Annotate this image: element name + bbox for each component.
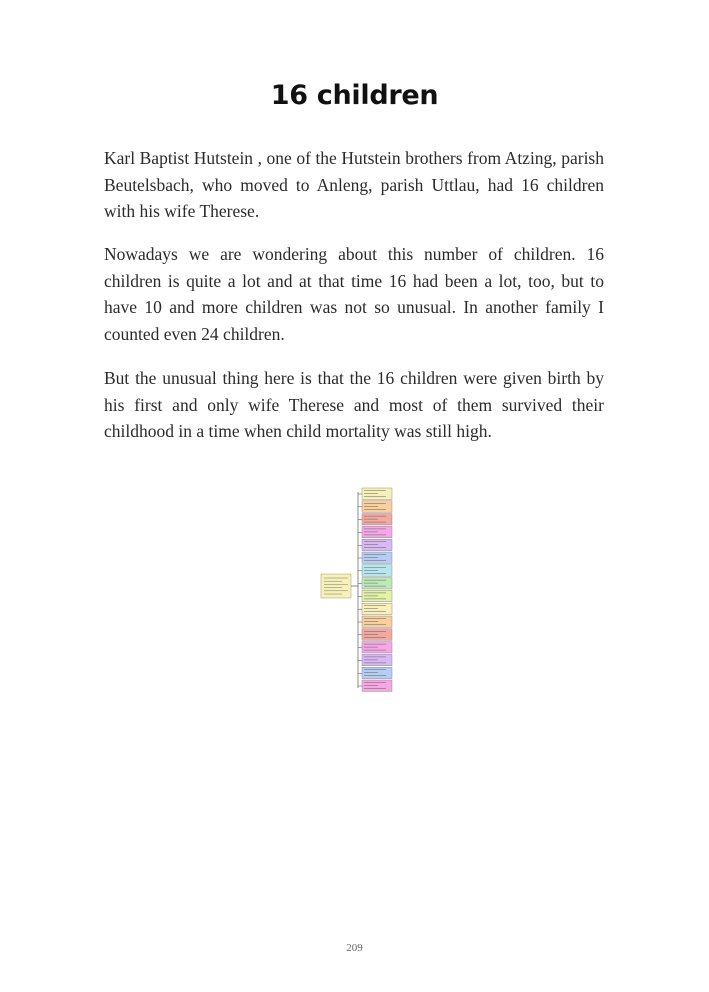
parent-box bbox=[321, 574, 351, 598]
page-title: 16 children bbox=[270, 80, 439, 111]
page-number: 209 bbox=[346, 942, 363, 954]
paragraph-2: Nowadays we are wondering about this number of children. 16 children is quite a lot and at that time 16 had been a lot, too, but to have 10 and more children was not so unusual. In another family I counted even 24 children. bbox=[104, 244, 604, 344]
paragraph-1: Karl Baptist Hutstein , one of the Hutstein brothers from Atzing, parish Beutelsbach, who moved to Anleng, parish Uttlau, had 16 children with his wife Therese. bbox=[104, 148, 604, 221]
family-tree-diagram bbox=[318, 486, 398, 698]
paragraph-3: But the unusual thing here is that the 16 children were given birth by his first and only wife Therese and most of them survived their childhood in a time when child mortality was still high. bbox=[104, 368, 604, 441]
